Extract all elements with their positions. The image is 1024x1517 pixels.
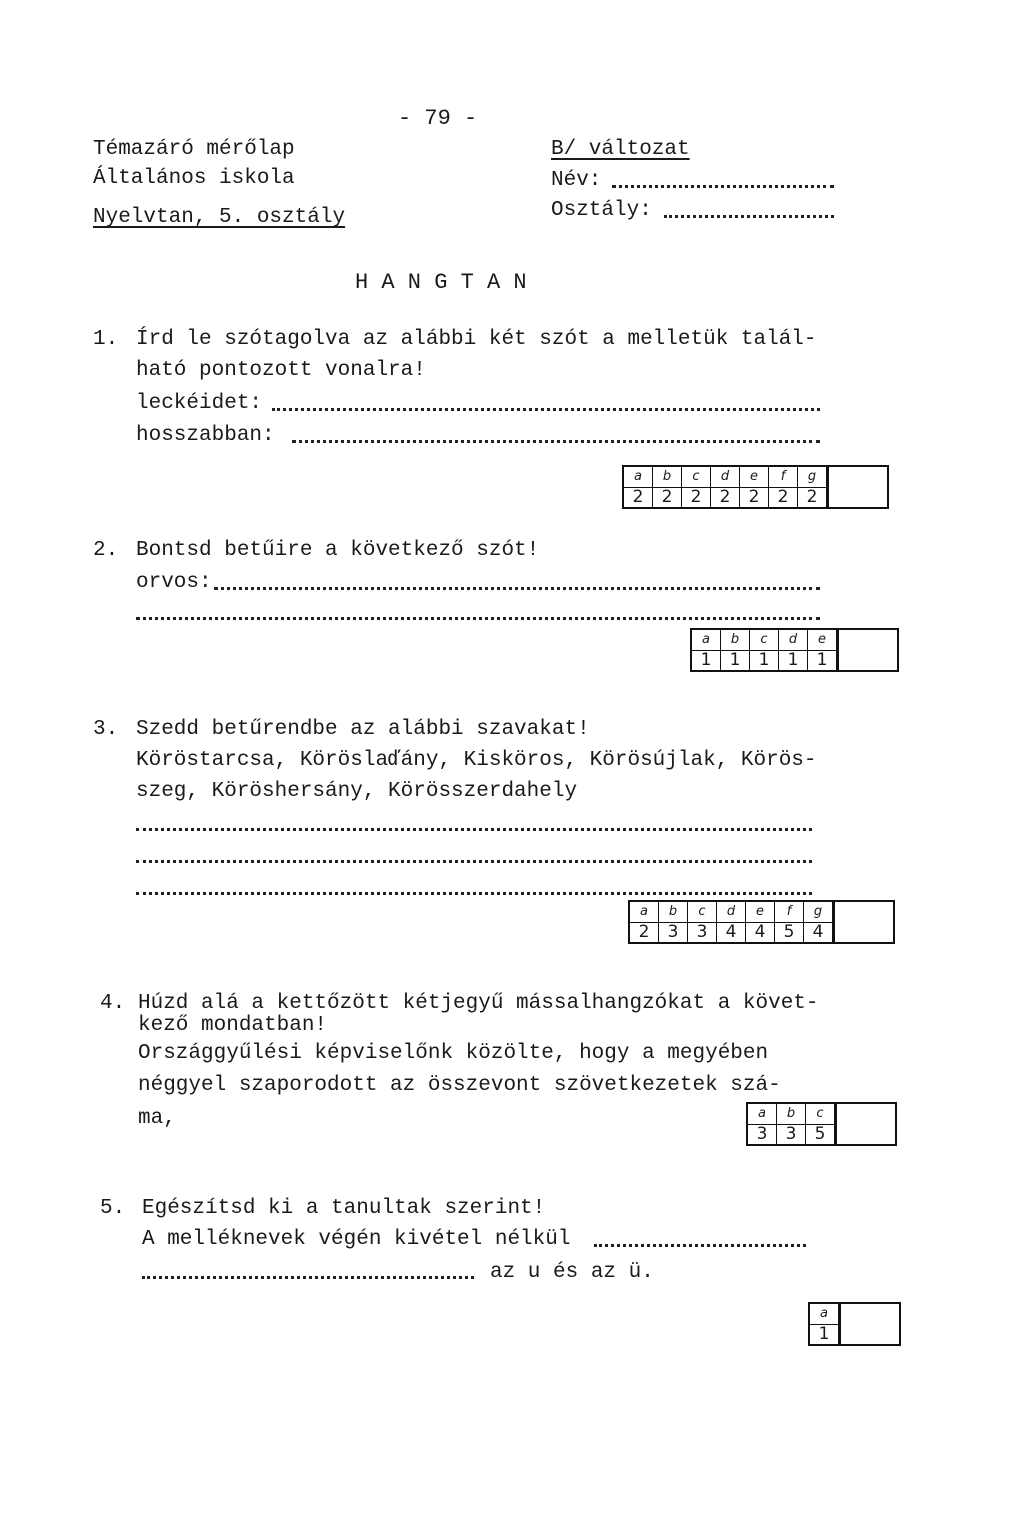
q1-word-2: hosszabban:	[136, 424, 275, 447]
q2-score-item-points: 1	[729, 649, 741, 670]
q2-score-cell	[692, 630, 721, 670]
q1-score-cell	[798, 467, 827, 507]
q3-score-item-points: 4	[812, 921, 824, 942]
q1-score-item-points: 2	[690, 486, 702, 507]
q2-score-item-letter: c	[750, 630, 778, 651]
q1-score-item-letter: c	[682, 467, 710, 488]
q5-sentence-line1: A melléknevek végén kivétel nélkül	[142, 1228, 571, 1251]
q5-score-item-points: 1	[818, 1323, 830, 1344]
q2-score-item-letter: d	[779, 630, 807, 651]
q4-score-item-letter: a	[748, 1104, 776, 1125]
name-field-line[interactable]	[612, 185, 834, 188]
q3-score-cell	[746, 902, 775, 942]
q4-score-item-letter: c	[806, 1104, 834, 1125]
q3-score-item-points: 3	[667, 921, 679, 942]
q1-score-item-points: 2	[661, 486, 673, 507]
q3-score-item-points: 5	[783, 921, 795, 942]
q5-sentence-end: az u és az ü.	[490, 1261, 654, 1284]
q3-score-cell	[717, 902, 746, 942]
q3-score-cell	[688, 902, 717, 942]
q3-score-item-letter: c	[688, 902, 716, 923]
q3-score-cell	[630, 902, 659, 942]
q5-score-total[interactable]	[839, 1302, 901, 1346]
q5-score-item-letter: a	[810, 1304, 838, 1325]
q1-score-box	[622, 465, 889, 509]
q3-word-list-line2: szeg, Köröshersány, Körösszerdahely	[136, 780, 578, 803]
q4-score-item-letter: b	[777, 1104, 805, 1125]
q1-instruction-line2: ható pontozott vonalra!	[136, 359, 426, 382]
q3-score-total[interactable]	[833, 900, 895, 944]
q3-instruction: Szedd betűrendbe az alábbi szavakat!	[136, 718, 590, 741]
q5-score-cell	[810, 1304, 839, 1344]
header-variant: B/ változat	[551, 138, 690, 161]
q3-word-list-line1: Köröstarcsa, Köröslaďány, Kisköros, Körösújlak, Körös-	[136, 749, 817, 772]
q3-score-box	[628, 900, 895, 944]
q4-sentence-line3: ma,	[138, 1107, 176, 1130]
q5-answer-line-2[interactable]	[142, 1276, 474, 1279]
q2-score-item-points: 1	[816, 649, 828, 670]
q1-score-item-letter: f	[769, 467, 797, 488]
q1-score-total[interactable]	[827, 465, 889, 509]
q2-word: orvos:	[136, 571, 212, 594]
q2-score-item-points: 1	[700, 649, 712, 670]
q1-score-item-points: 2	[777, 486, 789, 507]
q3-score-item-points: 4	[754, 921, 766, 942]
q2-instruction: Bontsd betűire a következő szót!	[136, 539, 540, 562]
q2-score-cell	[750, 630, 779, 670]
q2-score-item-letter: a	[692, 630, 720, 651]
q4-number: 4.	[100, 992, 126, 1015]
q4-sentence-line1: Országgyűlési képviselőnk közölte, hogy a megyében	[138, 1042, 769, 1065]
q4-score-item-points: 3	[785, 1123, 797, 1144]
q1-score-item-points: 2	[632, 486, 644, 507]
q2-score-total[interactable]	[837, 628, 899, 672]
q4-score-box	[746, 1102, 897, 1146]
q1-score-cell	[711, 467, 740, 507]
q3-answer-line-2[interactable]	[136, 860, 812, 863]
q3-score-cell	[804, 902, 833, 942]
q1-score-item-points: 2	[806, 486, 818, 507]
q2-answer-line-1[interactable]	[214, 587, 820, 590]
q1-score-item-letter: a	[624, 467, 652, 488]
q1-score-cell	[624, 467, 653, 507]
q3-answer-line-1[interactable]	[136, 828, 812, 831]
q1-word-1: leckéidet:	[136, 392, 263, 415]
q2-score-item-letter: e	[808, 630, 836, 651]
q2-answer-line-2[interactable]	[136, 617, 820, 620]
section-title: H A N G T A N	[355, 270, 527, 295]
q4-sentence-line2: néggyel szaporodott az összevont szövetkezetek szá-	[138, 1074, 781, 1097]
q3-score-item-letter: a	[630, 902, 658, 923]
q1-answer-line-2[interactable]	[292, 440, 820, 443]
q1-score-cell	[769, 467, 798, 507]
q4-score-item-points: 3	[756, 1123, 768, 1144]
q3-score-cell	[659, 902, 688, 942]
q3-score-item-points: 3	[696, 921, 708, 942]
q4-score-item-points: 5	[814, 1123, 826, 1144]
q5-number: 5.	[100, 1197, 126, 1220]
q3-number: 3.	[93, 718, 119, 741]
q2-score-cell	[808, 630, 837, 670]
q3-score-item-letter: d	[717, 902, 745, 923]
q5-answer-line-1[interactable]	[594, 1244, 806, 1247]
q3-score-item-letter: g	[804, 902, 832, 923]
header-school: Általános iskola	[93, 167, 295, 190]
header-subject: Nyelvtan, 5. osztály	[93, 206, 346, 229]
q1-score-item-letter: d	[711, 467, 739, 488]
q2-score-cell	[721, 630, 750, 670]
class-field-line[interactable]	[664, 215, 834, 218]
q2-score-box	[690, 628, 899, 672]
header-form-type: Témazáró mérőlap	[93, 138, 295, 161]
class-label: Osztály:	[551, 199, 652, 222]
q4-score-cell	[777, 1104, 806, 1144]
q1-score-item-letter: g	[798, 467, 826, 488]
q4-instruction-line2: kező mondatban!	[138, 1014, 328, 1037]
q1-score-item-points: 2	[748, 486, 760, 507]
q1-number: 1.	[93, 328, 119, 351]
q1-score-cell	[682, 467, 711, 507]
q1-score-item-letter: e	[740, 467, 768, 488]
q3-score-item-points: 2	[638, 921, 650, 942]
q4-instruction-line1: Húzd alá a kettőzött kétjegyű mássalhangzókat a követ-	[138, 992, 819, 1015]
q3-score-item-letter: b	[659, 902, 687, 923]
q4-score-cell	[748, 1104, 777, 1144]
q5-instruction: Egészítsd ki a tanultak szerint!	[142, 1197, 546, 1220]
q4-score-cell	[806, 1104, 835, 1144]
q1-instruction-line1: Írd le szótagolva az alábbi két szót a melletük talál-	[136, 328, 817, 351]
page-number: - 79 -	[398, 106, 478, 131]
q2-score-item-letter: b	[721, 630, 749, 651]
q3-score-item-letter: e	[746, 902, 774, 923]
q3-score-cell	[775, 902, 804, 942]
name-label: Név:	[551, 169, 602, 192]
q5-score-box	[808, 1302, 901, 1346]
q3-answer-line-3[interactable]	[136, 892, 812, 895]
q3-score-item-letter: f	[775, 902, 803, 923]
q1-score-cell	[653, 467, 682, 507]
q3-score-item-points: 4	[725, 921, 737, 942]
q1-score-item-points: 2	[719, 486, 731, 507]
q4-score-total[interactable]	[835, 1102, 897, 1146]
q2-score-cell	[779, 630, 808, 670]
q2-number: 2.	[93, 539, 119, 562]
q2-score-item-points: 1	[758, 649, 770, 670]
q2-score-item-points: 1	[787, 649, 799, 670]
q1-score-item-letter: b	[653, 467, 681, 488]
q1-answer-line-1[interactable]	[272, 408, 820, 411]
q1-score-cell	[740, 467, 769, 507]
